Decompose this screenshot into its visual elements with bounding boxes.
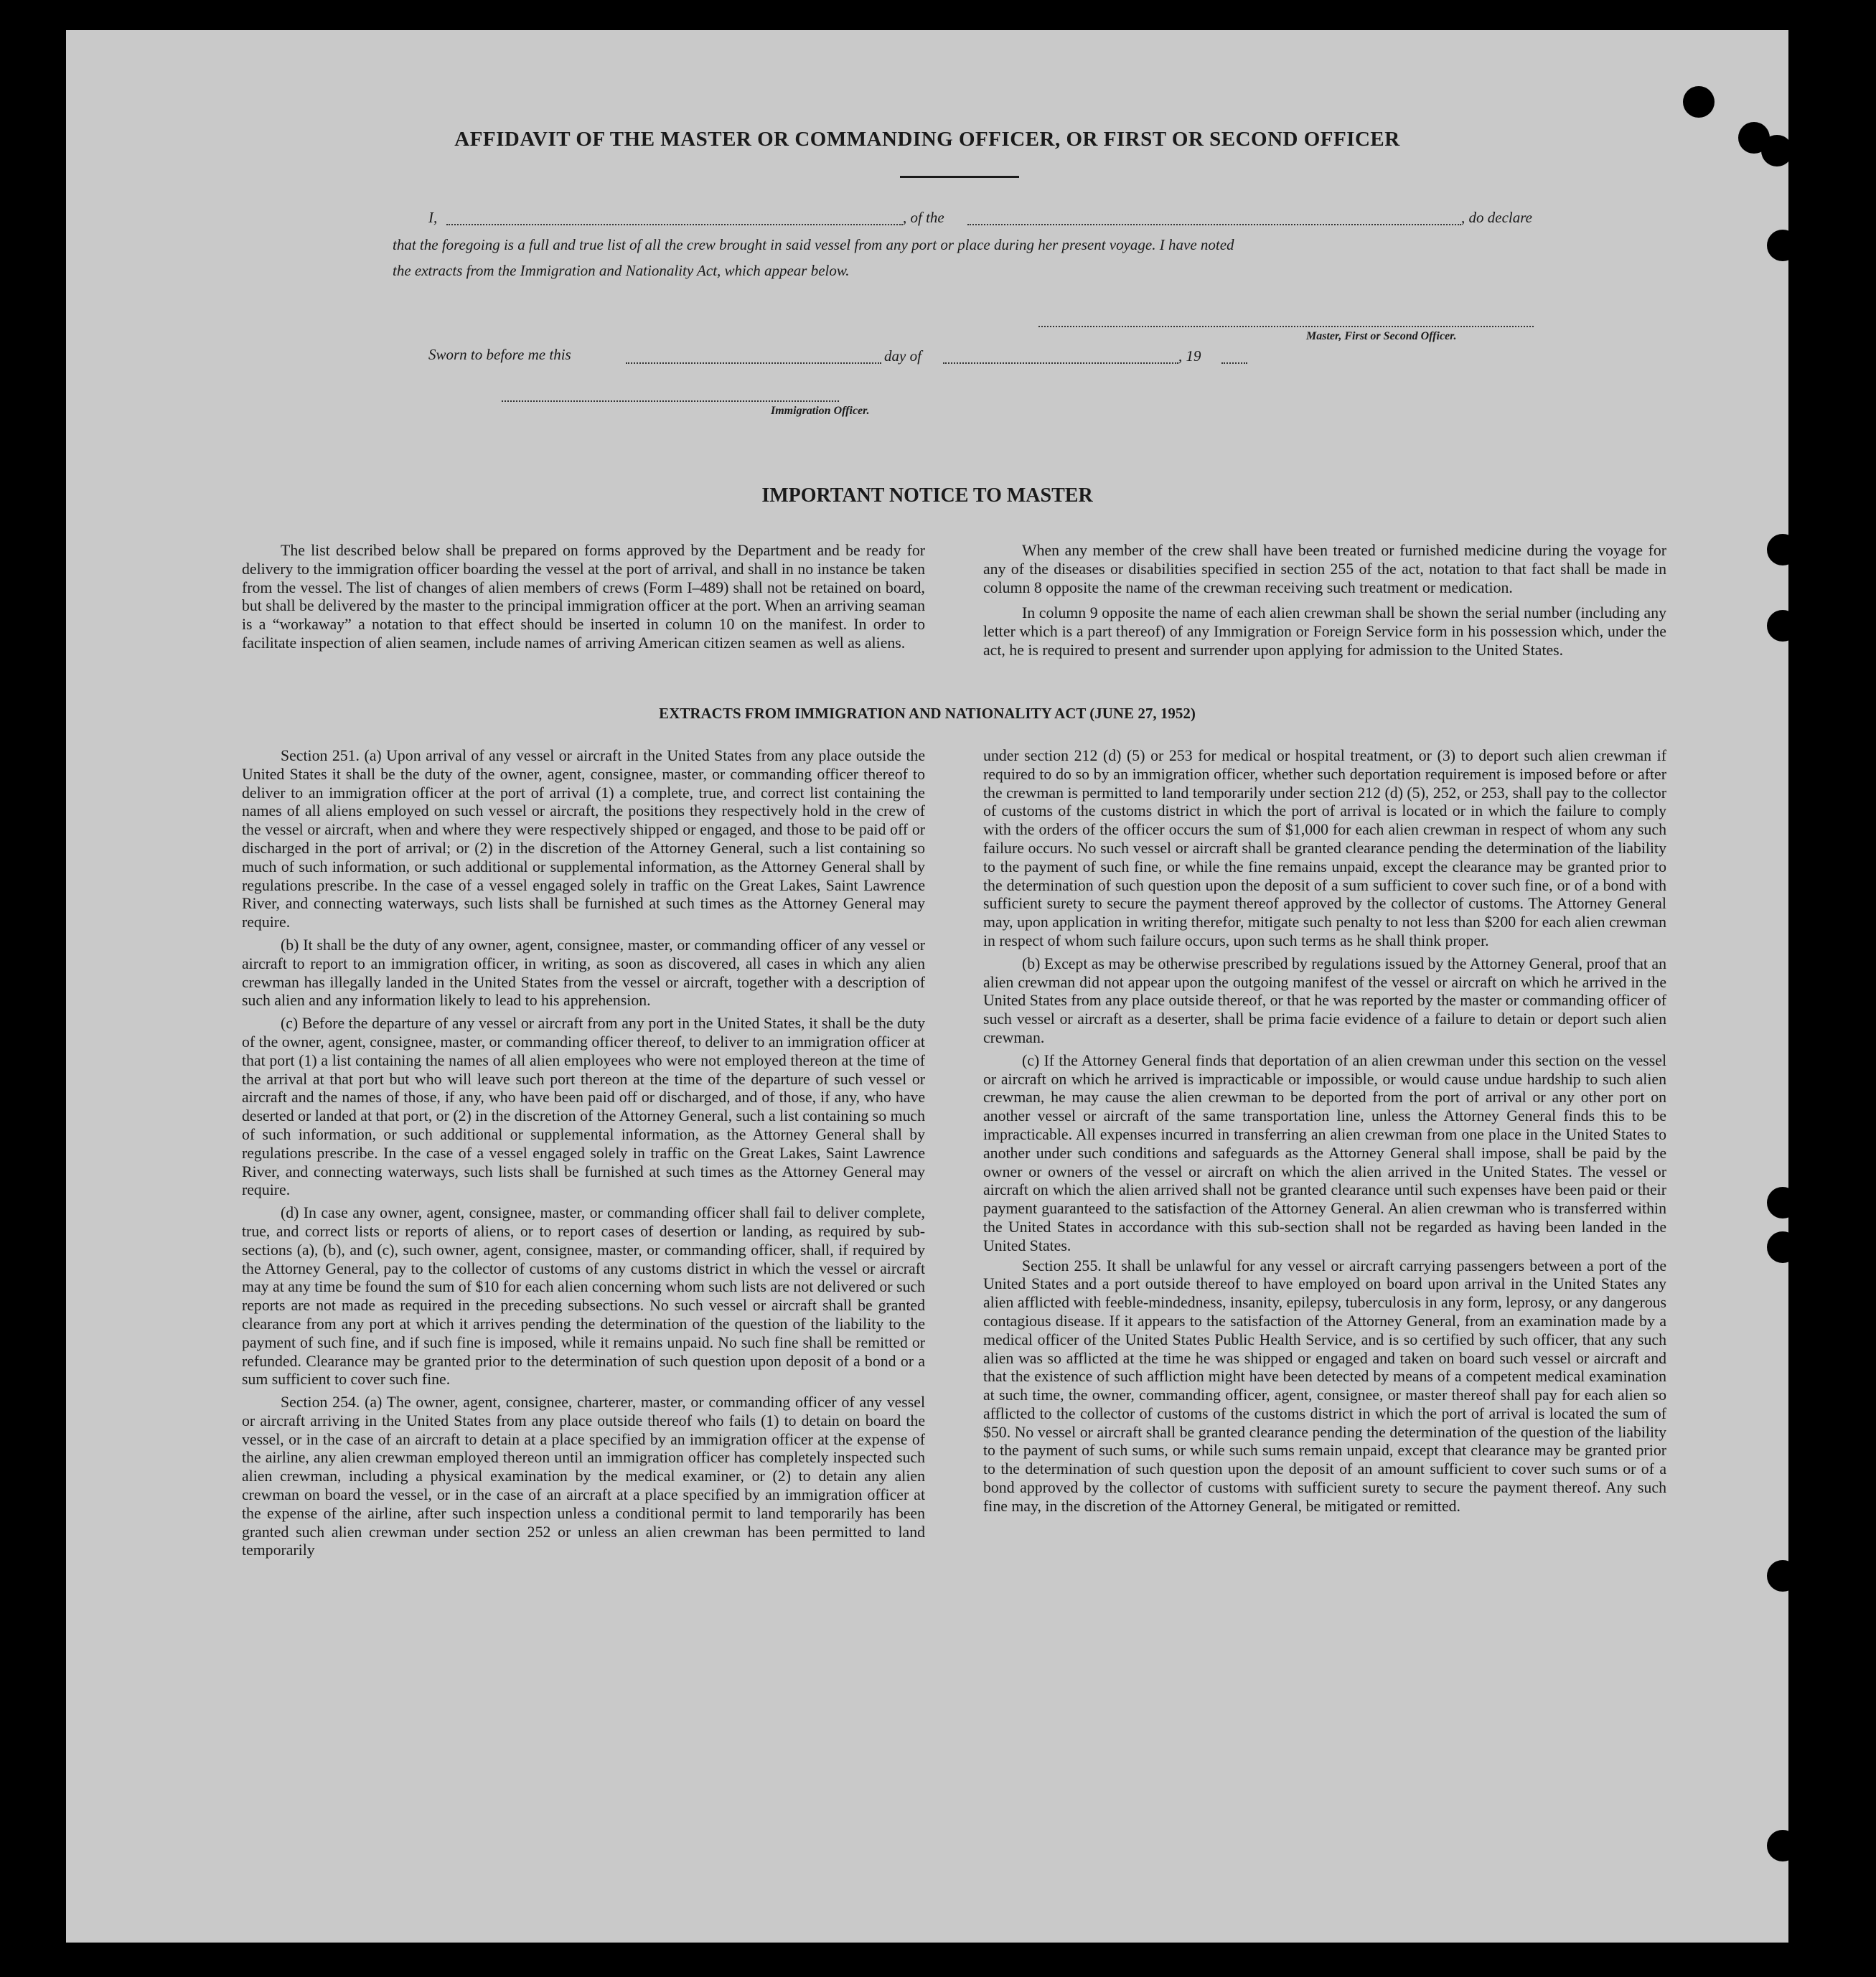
notice-right-paragraph-1: When any member of the crew shall have been treated or furnished medicine during the voyage for any of the diseases or disabilities specified in section 255 of the act, notation to that fact shall be made in column 8 opposite the name of the crewman receiving such treatment or medication.	[983, 542, 1666, 596]
extract-paragraph: (c) If the Attorney General finds that deportation of an alien crewman under this section on the vessel or aircraft on which he arrived is impracticable or impossible, or would cause undue hardship to such alien crewman, he may cause the alien crewman to be deported from the port of arrival or any other port on another vessel or aircraft of the same transportation line, unless the Attorney General finds this to be impracticable. All expenses incurred in transferring an alien crewman from one place in the United States to another under such conditions and safeguards as the Attorney General shall impose, shall be paid by the owner or owners of the vessel or aircraft on which the alien arrived in the United States. The vessel or aircraft on which the alien arrived shall not be granted clearance until such expenses have been paid or their payment guaranteed to the satisfaction of the Attorney General. An alien crewman who is transferred within the United States in accordance with this sub-section shall not be regarded as having been landed in the United States.	[983, 1051, 1666, 1254]
decl-line-3: the extracts from the Immigration and Nationality Act, which appear below.	[393, 262, 850, 279]
extract-paragraph: Section 254. (a) The owner, agent, consignee, charterer, master, or commanding officer of any vessel or aircraft arriving in the United States from any place outside thereof who fails (1) to detain on board the vessel, or in the case of an aircraft to detain at a place specified by an immigration officer at the expense of the airline, any alien crewman employed thereon until an immigration officer has completely inspected such alien crewman, including a physical examination by the medical examiner, or (2) to detain any alien crewman on board the vessel, or in the case of an aircraft at a place specified by an immigration officer at the expense of the airline, after such inspection unless a conditional permit to land temporarily has been granted such alien crewman under section 252 or unless an alien crewman has been permitted to land temporarily	[242, 1394, 925, 1559]
punch-hole	[1767, 230, 1798, 261]
punch-hole	[1767, 610, 1798, 642]
document-page	[66, 30, 1788, 1943]
title-underline	[900, 176, 1019, 178]
sworn-label: Sworn to before me this	[428, 346, 571, 363]
punch-hole	[1683, 86, 1715, 118]
extracts-right-column	[983, 747, 1666, 1516]
extract-paragraph: Section 251. (a) Upon arrival of any vessel or aircraft in the United States from any place outside the United States it shall be the duty of the owner, agent, consignee, master, or commanding officer thereof to deliver to an immigration officer at the port of arrival (1) a complete, true, and correct list containing the names of all aliens employed on such vessel or aircraft, the positions they respectively hold in the crew of the vessel or aircraft, when and where they were respectively shipped or engaged, and those to be paid off or discharged in the port of arrival; or (2) in the discretion of the Attorney General, such a list containing so much of such information, or such additional or supplemental information, as the Attorney General shall by regulations prescribe. In the case of a vessel engaged solely in traffic on the Great Lakes, Saint Lawrence River, and connecting waterways, such lists shall be furnished at such times as the Attorney General may require.	[242, 747, 925, 931]
punch-hole	[1767, 1560, 1798, 1592]
decl-line-2: that the foregoing is a full and true list of all the crew brought in said vessel from any port or place during her present voyage. I have noted	[393, 236, 1234, 253]
day-of-label: day of	[884, 347, 921, 365]
name-field[interactable]	[446, 224, 903, 225]
punch-hole	[1761, 135, 1793, 166]
decl-of-the-label: , of the	[903, 209, 944, 226]
sworn-month-field[interactable]	[943, 362, 1178, 364]
decl-i-label: I,	[428, 209, 438, 226]
extract-paragraph: under section 212 (d) (5) or 253 for medical or hospital treatment, or (3) to deport such alien crewman if required to do so by an immigration officer, whether such deportation requirement is imposed before or after the crewman is permitted to land temporarily under section 212 (d) (5), 252, or 253, shall pay to the collector of customs of the customs district in which the port of arrival is located or in which the failure to comply with the orders of the officer occurs the sum of $1,000 for each alien crewman in respect of whom any such failure occurs. No such vessel or aircraft shall be granted clearance pending the determination of the liability to the payment of such fine, or while the fine remains unpaid, except the clearance may be granted prior to the determination of such question upon the deposit of a sum sufficient to cover such fine, or of a bond with sufficient surety to secure the payment thereof approved by the collector of customs. The Attorney General may, upon application in writing therefor, mitigate such penalty to not less than $200 for each alien crewman in respect of whom such failure occurs, upon such terms as he shall think proper.	[983, 747, 1666, 949]
extract-paragraph: Section 255. It shall be unlawful for any vessel or aircraft carrying passengers between a port of the United States and a port outside thereof to have employed on board upon arrival in the United States any alien afflicted with feeble-mindedness, insanity, epilepsy, tuberculosis in any form, leprosy, or any dangerous contagious disease. If it appears to the satisfaction of the Attorney General, from an examination made by a medical officer of the United States Public Health Service, and is so certified by such officer, that any such alien was so afflicted at the time he was shipped or engaged and taken on board such vessel or aircraft and that the existence of such affliction might have been detected by means of a competent medical examination at such time, the owner, commanding officer, agent, consignee, or master thereof shall pay for each alien so afflicted to the collector of customs of the customs district in which the port of arrival is located the sum of $50. No vessel or aircraft shall be granted clearance pending the determination of the question of the liability to the payment of such sums, or while such sums remain unpaid, except that clearance may be granted prior to the determination of such question upon the deposit of an amount sufficient to cover such sums or of a bond approved by the collector of customs with sufficient surety to secure the payment thereof. Any such fine may, in the discretion of the Attorney General, be mitigated or remitted.	[983, 1257, 1666, 1515]
master-signature-field[interactable]	[1038, 326, 1534, 327]
notice-right-column	[983, 542, 1666, 660]
extract-paragraph: (d) In case any owner, agent, consignee, master, or commanding officer shall fail to deliver complete, true, and correct lists or reports of aliens, or to report cases of desertion or landing, as required by sub-sections (a), (b), and (c), such owner, agent, consignee, master, or commanding officer, shall, if required by the Attorney General, pay to the collector of customs of any customs district in which the vessel or aircraft may at any time be found the sum of $10 for each alien concerning whom such lists are not delivered or such reports are not made as required in the preceding subsections. No such vessel or aircraft shall be granted clearance from any port at which it arrives pending the determination of the question of the liability to the payment of such fine, and if such fine is imposed, while it remains unpaid. No such fine shall be remitted or refunded. Clearance may be granted prior to the determination of such question upon deposit of a bond or a sum sufficient to cover such fine.	[242, 1204, 925, 1389]
punch-hole	[1767, 534, 1798, 565]
notice-left-column	[242, 542, 925, 653]
notice-title: IMPORTANT NOTICE TO MASTER	[761, 484, 1093, 507]
sworn-year-field[interactable]	[1221, 362, 1247, 364]
punch-hole	[1767, 1231, 1798, 1263]
extract-paragraph: (b) Except as may be otherwise prescribed by regulations issued by the Attorney General, proof that an alien crewman did not appear upon the outgoing manifest of the vessel or aircraft on which he arrived in the United States from any place outside thereof, or that he was reported by the master or commanding officer of such vessel or aircraft as a deserter, shall be prima facie evidence of a failure to detain or deport such alien crewman.	[983, 954, 1666, 1046]
decl-declare-label: , do declare	[1461, 209, 1532, 226]
extract-paragraph: (c) Before the departure of any vessel or aircraft from any port in the United States, it shall be the duty of the owner, agent, consignee, master, or commanding officer thereof, to deliver to an immigration officer at that port (1) a list containing the names of all alien employees who were not employed thereon at the time of the arrival at that port but who will leave such port thereon at the time of the departure of such vessel or aircraft and the names of those, if any, who have been paid off or discharged, and of those, if any, who have deserted or landed at that port, or (2) in the discretion of the Attorney General, such a list containing so much of such information, or such additional or supplemental information, as the Attorney General shall by regulations prescribe. In the case of a vessel engaged solely in traffic on the Great Lakes, Saint Lawrence River, and connecting waterways, such lists shall be furnished at such times as the Attorney General may require.	[242, 1015, 925, 1199]
extracts-title: EXTRACTS FROM IMMIGRATION AND NATIONALITY ACT (JUNE 27, 1952)	[659, 705, 1196, 722]
affidavit-title: AFFIDAVIT OF THE MASTER OR COMMANDING OFFICER, OR FIRST OR SECOND OFFICER	[454, 128, 1400, 151]
sworn-day-field[interactable]	[626, 362, 881, 364]
master-signature-label: Master, First or Second Officer.	[1306, 330, 1457, 342]
extract-paragraph: (b) It shall be the duty of any owner, agent, consignee, master, or commanding officer of any vessel or aircraft to report to an immigration officer, in writing, as soon as discovered, all cases in which any alien crewman has illegally landed in the United States from the vessel or aircraft, together with a description of such alien and any information likely to lead to his apprehension.	[242, 936, 925, 1010]
officer-signature-label: Immigration Officer.	[771, 405, 870, 417]
officer-signature-field[interactable]	[502, 400, 839, 402]
year-label: , 19	[1178, 347, 1201, 365]
vessel-field[interactable]	[967, 224, 1461, 225]
notice-left-paragraph: The list described below shall be prepared on forms approved by the Department and be ready for delivery to the immigration officer boarding the vessel at the port of arrival, and shall in no instance be taken from the vessel. The list of changes of alien members of crews (Form I–489) shall not be retained on board, but shall be delivered by the master to the principal immigration officer at the port. When an arriving seaman is a “workaway” a notation to that effect should be inserted in column 10 on the manifest. In order to facilitate inspection of alien seamen, include names of arriving American citizen seamen as well as aliens.	[242, 542, 925, 652]
notice-right-paragraph-2: In column 9 opposite the name of each alien crewman shall be shown the serial number (including any letter which is a part thereof) of any Immigration or Foreign Service form in his possession which, under the act, he is required to present and surrender upon applying for admission to the United States.	[983, 604, 1666, 659]
punch-hole	[1767, 1830, 1798, 1861]
punch-hole	[1767, 1187, 1798, 1218]
extracts-left-column	[242, 747, 925, 1560]
